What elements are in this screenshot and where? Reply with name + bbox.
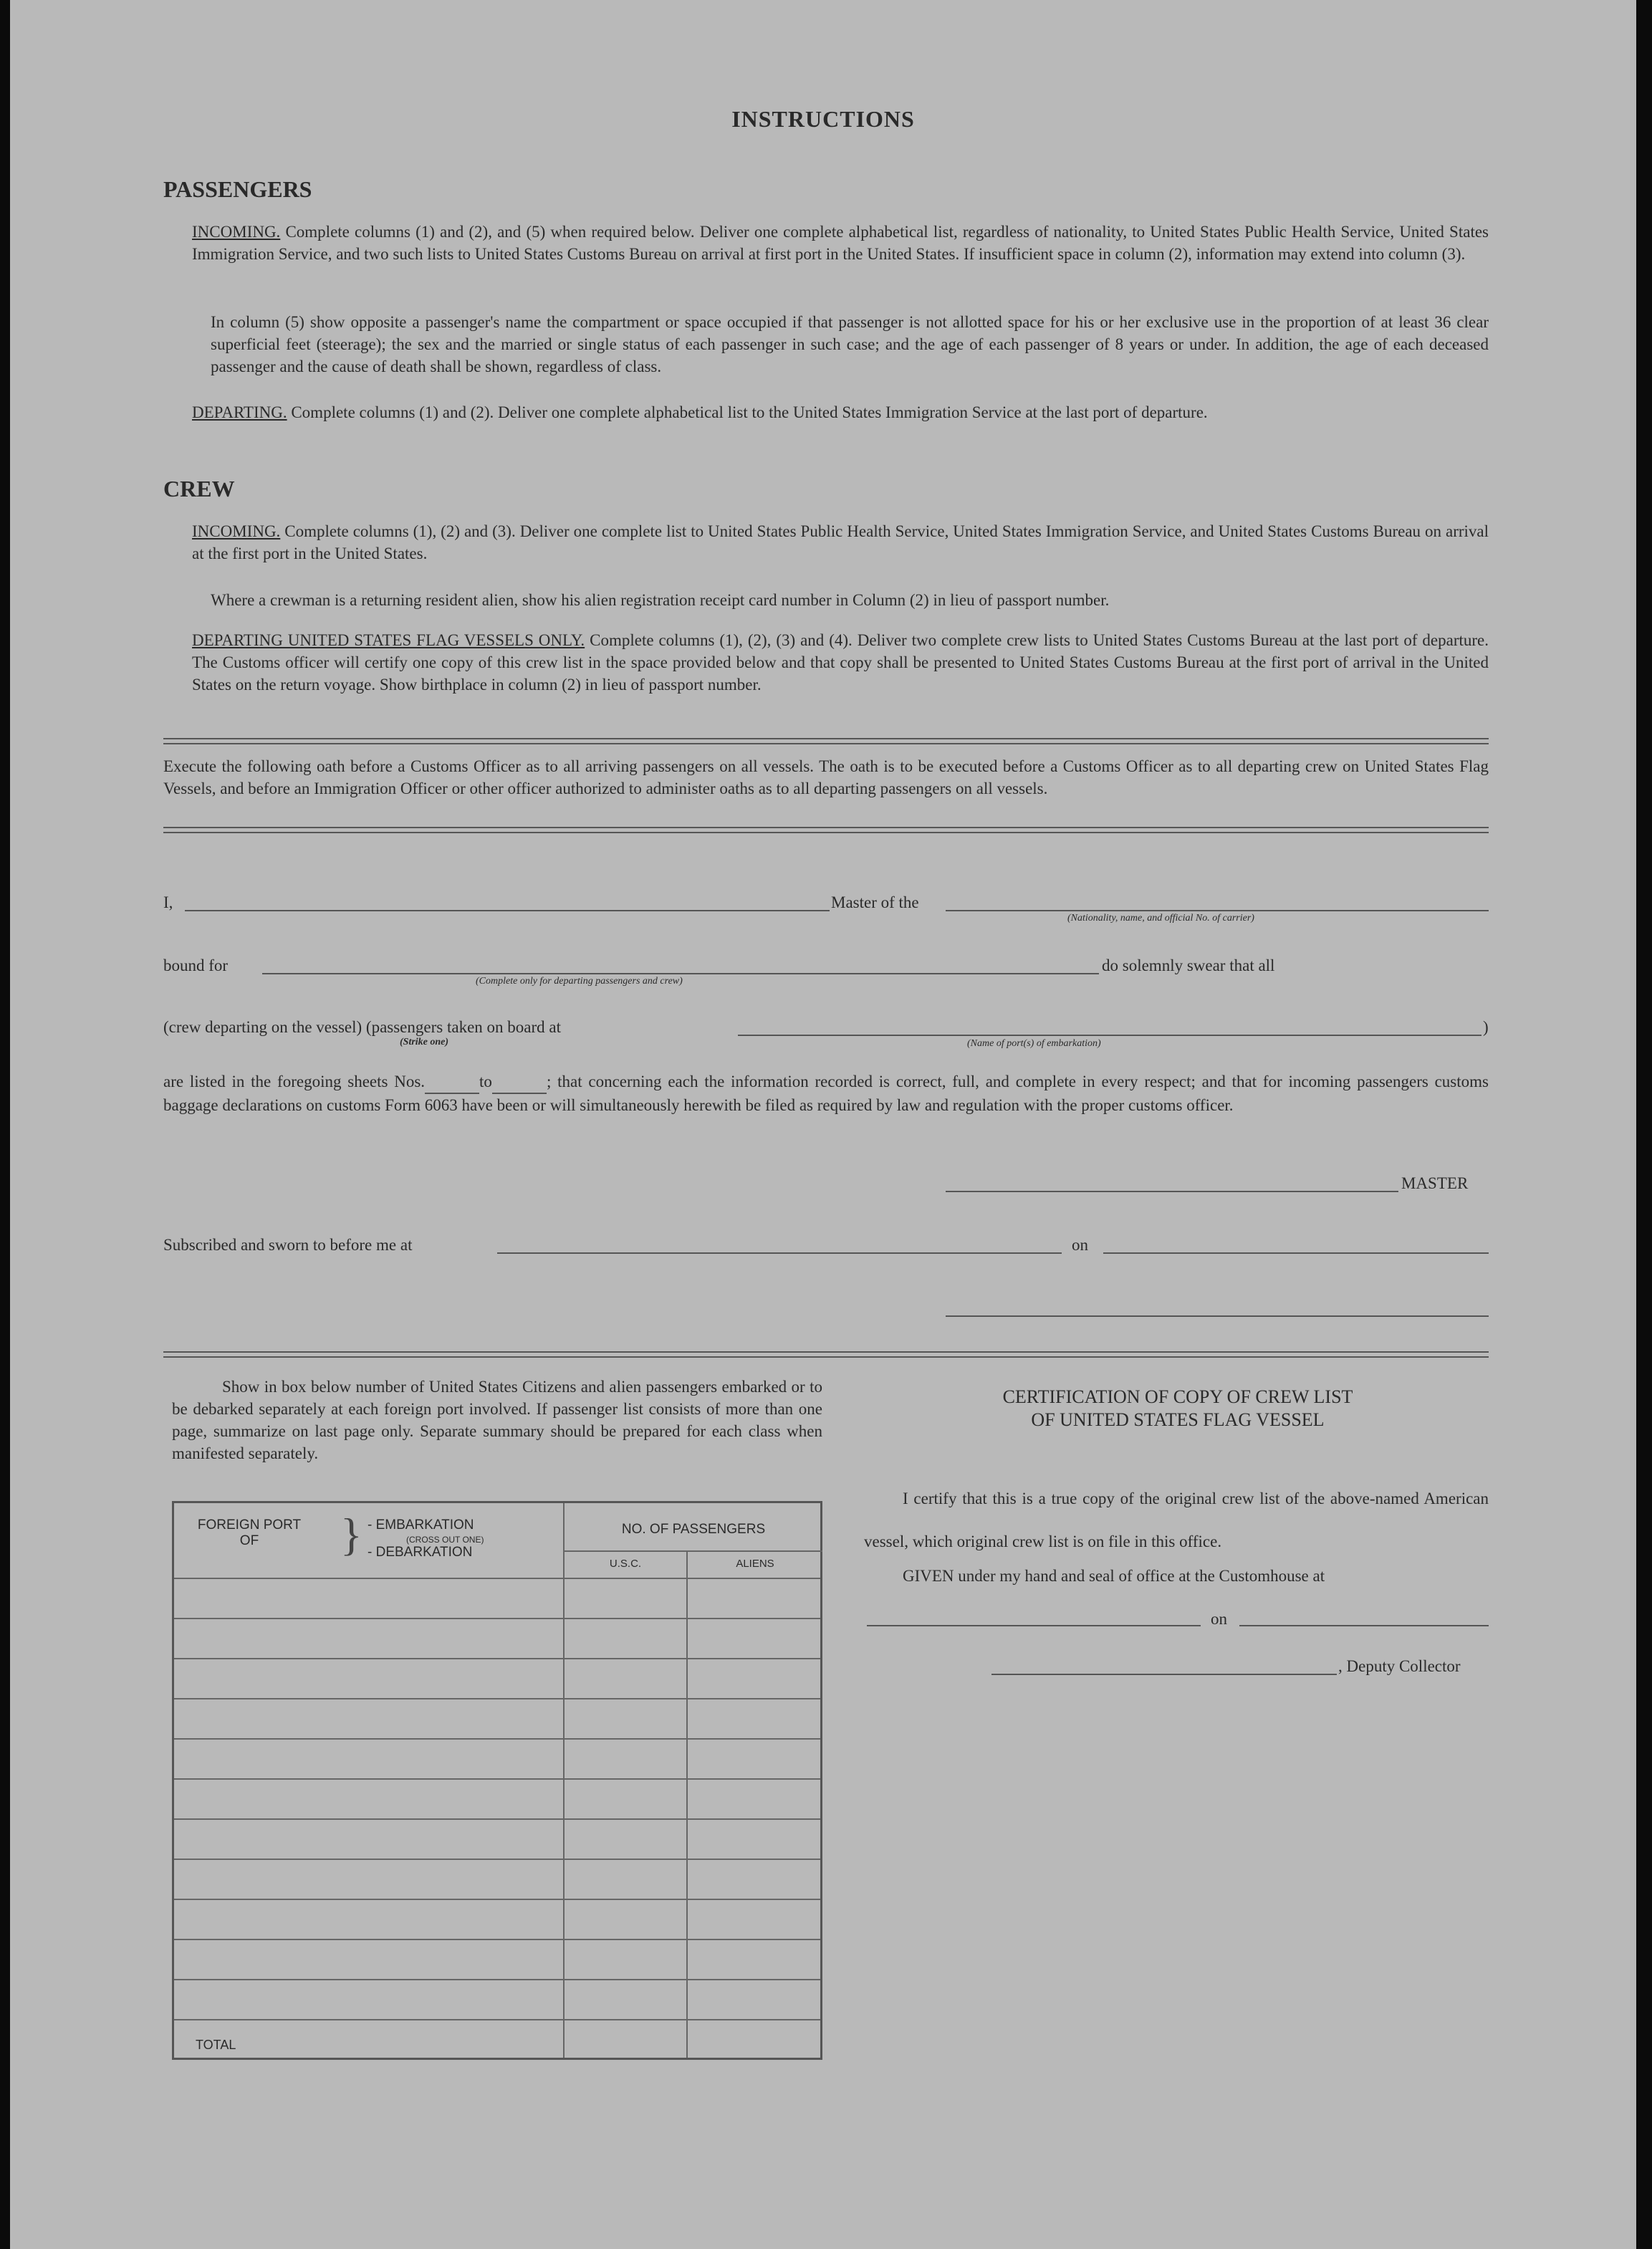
solemnly-swear-label: do solemnly swear that all bbox=[1102, 956, 1275, 974]
customhouse-place-field[interactable] bbox=[867, 1625, 1201, 1626]
summary-table bbox=[172, 1501, 822, 2060]
crew-departing-label: DEPARTING UNITED STATES FLAG VESSELS ONLY. bbox=[192, 631, 585, 649]
no-of-passengers-header: NO. OF PASSENGERS bbox=[621, 1522, 766, 1537]
divider bbox=[163, 827, 1489, 833]
subscribed-place-field[interactable] bbox=[497, 1252, 1062, 1254]
brace-icon: } bbox=[340, 1509, 362, 1560]
bound-for-label: bound for bbox=[163, 956, 229, 974]
incoming-label: INCOMING. bbox=[192, 223, 281, 241]
given-text: GIVEN under my hand and seal of office at the Customhouse at bbox=[903, 1567, 1325, 1585]
oath-instructions: Execute the following oath before a Customs Officer as to all arriving passengers on all vessels. The oath is to be executed before a Customs Officer as to all departing crew on United States Flag Vessels, and before an Immigration Officer or other officer authorized to administer oaths as to all departing passengers on all vessels. bbox=[163, 757, 1489, 797]
divider bbox=[163, 738, 1489, 744]
master-signature-field[interactable] bbox=[946, 1191, 1398, 1192]
incoming-text: Complete columns (1) and (2), and (5) when required below. Deliver one complete alphabetical list, regardless of nationality, to United States Public Health Service, United States Immigration Service, and two such lists to United States Customs Bureau on arrival at first port in the United States. If insufficient space in column (2), information may extend into column (3). bbox=[192, 223, 1489, 263]
crew-incoming-text: Complete columns (1), (2) and (3). Deliver one complete list to United States Public Health Service, United States Immigration Service, and United States Customs Bureau on arrival at the first port in the United States. bbox=[192, 522, 1489, 562]
certification-text: I certify that this is a true copy of the original crew list of the above-named American vessel, which original crew list is on file in this office. bbox=[864, 1490, 1489, 1550]
summary-instructions: Show in box below number of United States Citizens and alien passengers embarked or to be debarked separately at each foreign port involved. If passenger list consists of more than one page, summarize on last page only. Separate summary should be prepared for each class when manifested separately. bbox=[172, 1378, 822, 1462]
crew-departing-text: Complete columns (1), (2), (3) and (4). Deliver two complete crew lists to United States Customs Bureau at the last port of departure. The Customs officer will certify one copy of this crew list in the space provided below and that copy shall be presented to United States Customs Bureau at the first port of arrival in the United States on the return voyage. Show birthplace in column (2) in lieu of passport number. bbox=[192, 631, 1489, 694]
bound-for-hint: (Complete only for departing passengers and crew) bbox=[476, 976, 683, 987]
cert-on-label: on bbox=[1211, 1610, 1227, 1628]
debarkation-label: - DEBARKATION bbox=[368, 1545, 473, 1560]
crew-incoming-paragraph bbox=[192, 520, 1489, 565]
closing-paren: ) bbox=[1483, 1018, 1489, 1036]
customhouse-date-field[interactable] bbox=[1239, 1625, 1489, 1626]
subscribed-label: Subscribed and sworn to before me at bbox=[163, 1236, 413, 1254]
foreign-port-header: FOREIGN PORT OF bbox=[197, 1517, 302, 1548]
passengers-departing-paragraph bbox=[192, 401, 1489, 423]
master-label: MASTER bbox=[1401, 1174, 1469, 1192]
cross-out-one-label: (CROSS OUT ONE) bbox=[406, 1535, 484, 1545]
sheet-from-field[interactable] bbox=[425, 1070, 479, 1094]
passengers-column5-paragraph: In column (5) show opposite a passenger's name the compartment or space occupied if that passenger is not allotted space for his or her exclusive use in the proportion of at least 36 clear superficial feet (steerage); the sex and the married or single status of each passenger in such case; and the age of each passenger of 8 years or under. In addition, the age of each deceased passenger and the cause of death shall be shown, regardless of class. bbox=[211, 313, 1489, 375]
deputy-collector-label: , Deputy Collector bbox=[1338, 1657, 1461, 1675]
usc-header: U.S.C. bbox=[609, 1558, 642, 1570]
certification-title: CERTIFICATION OF COPY OF CREW LIST OF UNITED STATES FLAG VESSEL bbox=[1002, 1386, 1353, 1430]
sheet-to-field[interactable] bbox=[492, 1070, 547, 1094]
section-passengers: PASSENGERS bbox=[163, 176, 312, 202]
oath-i-label: I, bbox=[163, 893, 173, 911]
form-sheet bbox=[10, 0, 1636, 2249]
crew-passengers-label: (crew departing on the vessel) (passengers taken on board at bbox=[163, 1018, 561, 1036]
vessel-field[interactable] bbox=[946, 910, 1489, 911]
strike-one-hint: (Strike one) bbox=[400, 1037, 449, 1047]
section-crew: CREW bbox=[163, 476, 235, 502]
oath-statement: are listed in the foregoing sheets Nos. to ; that concerning each the information recorded is correct, full, and complete in every respect; and that for incoming passengers customs baggage declarations on customs Form 6063 have been or will simultaneously herewith be filed as required by law and regulation with the proper customs officer. bbox=[163, 1070, 1489, 1116]
officer-signature-field[interactable] bbox=[946, 1315, 1489, 1317]
deputy-collector-signature-field[interactable] bbox=[991, 1674, 1337, 1675]
departing-label: DEPARTING. bbox=[192, 403, 287, 421]
crew-resident-alien-paragraph: Where a crewman is a returning resident alien, show his alien registration receipt card number in Column (2) in lieu of passport number. bbox=[211, 591, 1110, 609]
aliens-header: ALIENS bbox=[736, 1558, 774, 1570]
embarkation-label: - EMBARKATION bbox=[368, 1517, 474, 1533]
bound-for-field[interactable] bbox=[262, 973, 1099, 974]
master-of-the-label: Master of the bbox=[831, 893, 919, 911]
port-of-embarkation-field[interactable] bbox=[738, 1035, 1481, 1036]
departing-text: Complete columns (1) and (2). Deliver one complete alphabetical list to the United States Immigration Service at the last port of departure. bbox=[291, 403, 1208, 421]
vessel-field-hint: (Nationality, name, and official No. of carrier) bbox=[1067, 913, 1254, 924]
crew-departing-paragraph bbox=[192, 629, 1489, 696]
master-name-field[interactable] bbox=[185, 910, 830, 911]
port-hint: (Name of port(s) of embarkation) bbox=[967, 1038, 1101, 1049]
subscribed-date-field[interactable] bbox=[1103, 1252, 1489, 1254]
passengers-incoming-paragraph bbox=[192, 221, 1489, 265]
page-title: INSTRUCTIONS bbox=[731, 106, 915, 132]
crew-incoming-label: INCOMING. bbox=[192, 522, 281, 540]
divider bbox=[163, 1351, 1489, 1358]
on-label: on bbox=[1072, 1236, 1088, 1254]
total-label: TOTAL bbox=[196, 2038, 236, 2052]
